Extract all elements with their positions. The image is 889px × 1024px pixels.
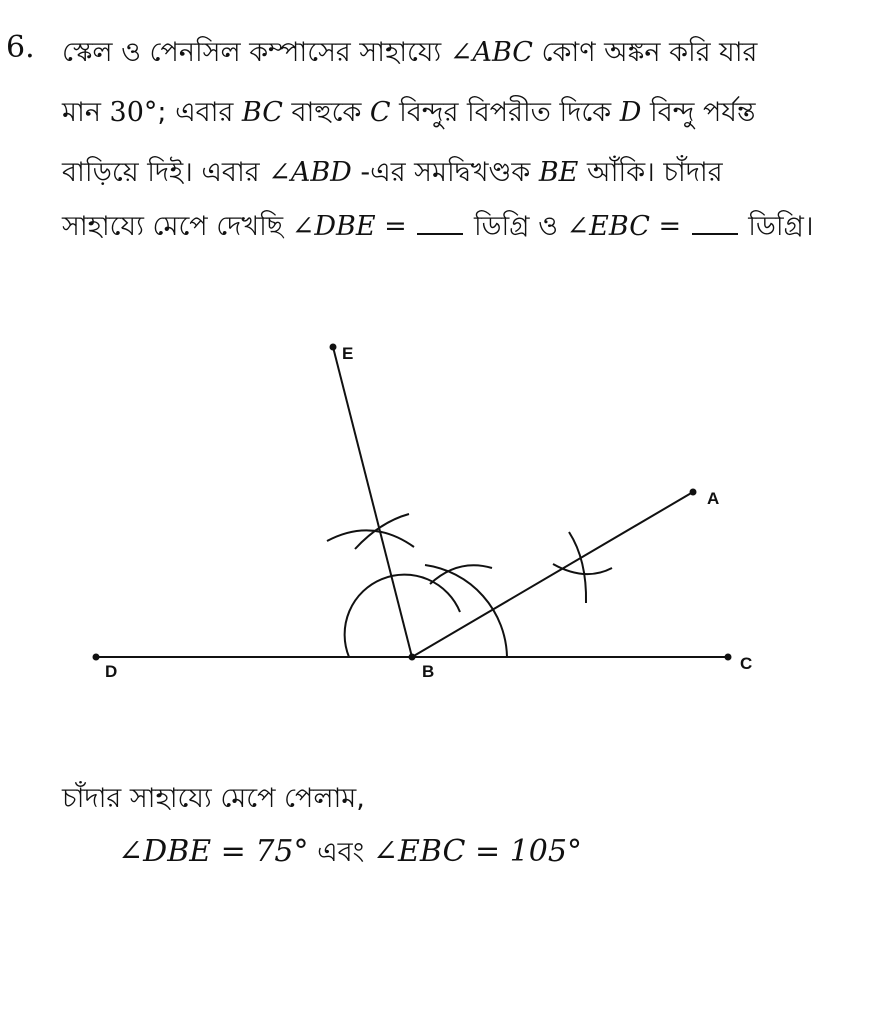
question-text: আঁকি। চাঁদার: [578, 157, 723, 188]
label-a: A: [707, 489, 720, 508]
question-number: 6.: [6, 30, 35, 65]
point-b-dot: [409, 654, 416, 661]
question-line-1: [62, 32, 757, 77]
answer-ebc: ∠EBC = 105°: [372, 834, 582, 869]
answer-connector: এবং: [308, 837, 373, 868]
question-text: বিন্দুর বিপরীত দিকে: [390, 97, 620, 128]
question-text: বিন্দু পর্যন্ত: [641, 97, 756, 128]
question-line-4: [62, 206, 813, 251]
math-point-d: D: [619, 97, 642, 128]
question-line-3: [62, 152, 723, 197]
math-angle-ebc: ∠EBC =: [566, 211, 682, 242]
math-angle-abd: ∠ABD: [268, 157, 352, 188]
question-text: সাহায্যে মেপে দেখছি: [62, 211, 292, 242]
question-text: বাহুকে: [282, 97, 370, 128]
point-a-dot: [690, 489, 697, 496]
math-angle-dbe: ∠DBE =: [291, 211, 407, 242]
label-c: C: [740, 654, 753, 673]
label-e: E: [342, 344, 354, 363]
question-text: ডিগ্রি ও: [465, 211, 567, 242]
point-d-dot: [93, 654, 100, 661]
answer-heading: চাঁদার সাহায্যে মেপে পেলাম,: [62, 783, 365, 814]
label-d: D: [105, 662, 118, 681]
answer-equation: [118, 832, 582, 877]
geometry-figure: [0, 300, 889, 720]
answer-blank: [692, 211, 738, 235]
arc-mark: [569, 532, 586, 603]
question-text: ; এবার: [157, 97, 242, 128]
question-text: বাড়িয়ে দিই। এবার: [62, 157, 269, 188]
answer-dbe: ∠DBE = 75°: [118, 834, 309, 869]
ray-be: [333, 347, 412, 657]
math-side-be: BE: [538, 157, 579, 188]
math-point-c: C: [369, 97, 391, 128]
math-side-bc: BC: [241, 97, 283, 128]
question-text: ডিগ্রি।: [739, 211, 814, 242]
math-angle-value: 30°: [109, 97, 158, 128]
arc-mark: [327, 530, 414, 547]
question-text: কোণ অঙ্কন করি যার: [532, 37, 758, 68]
math-angle-abc: ∠ABC: [449, 37, 533, 68]
point-e-dot: [330, 344, 337, 351]
question-text: স্কেল ও পেনসিল কম্পাসের সাহায্যে: [62, 37, 450, 68]
label-b: B: [422, 662, 435, 681]
answer-blank: [417, 211, 463, 235]
question-text: মান: [62, 97, 110, 128]
question-text: -এর সমদ্বিখণ্ডক: [351, 157, 539, 188]
question-line-2: [62, 92, 756, 137]
point-c-dot: [725, 654, 732, 661]
